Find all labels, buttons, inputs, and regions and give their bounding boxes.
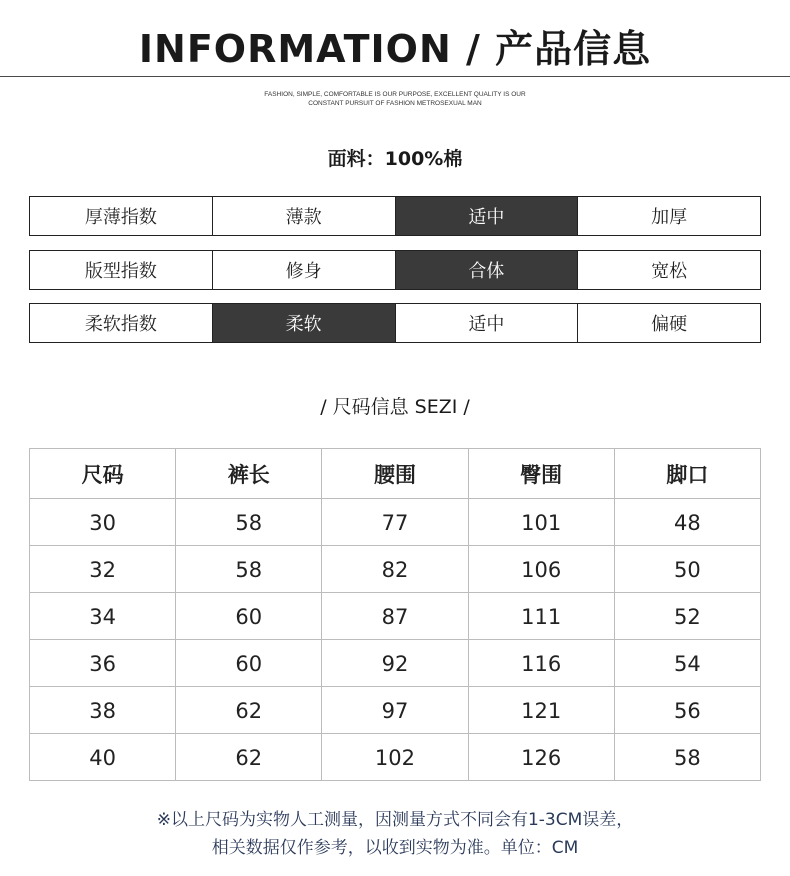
- table-cell: 60: [176, 640, 322, 687]
- table-header-row: [30, 449, 761, 499]
- table-cell: 32: [30, 546, 176, 593]
- footnote-line-1: ※以上尺码为实物人工测量，因测量方式不同会有1-3CM误差，: [156, 810, 634, 830]
- index-option-selected: 适中: [395, 196, 579, 236]
- index-option: 偏硬: [577, 303, 761, 343]
- table-cell: 58: [176, 499, 322, 546]
- index-label: 版型指数: [29, 250, 213, 290]
- index-option: 适中: [395, 303, 579, 343]
- table-cell: 56: [614, 687, 760, 734]
- table-row: [30, 499, 761, 546]
- fit-index-row: [29, 250, 761, 290]
- table-cell: 111: [468, 593, 614, 640]
- size-section-title: / 尺码信息 SEZI /: [320, 396, 470, 418]
- table-cell: 121: [468, 687, 614, 734]
- index-label: 柔软指数: [29, 303, 213, 343]
- table-cell: 116: [468, 640, 614, 687]
- table-cell: 34: [30, 593, 176, 640]
- softness-index-row: [29, 303, 761, 343]
- column-header: 腰围: [322, 449, 468, 499]
- index-option: 修身: [212, 250, 396, 290]
- header-divider: [0, 76, 790, 77]
- table-cell: 97: [322, 687, 468, 734]
- table-cell: 36: [30, 640, 176, 687]
- table-row: [30, 546, 761, 593]
- footnote-line-2: 相关数据仅作参考，以收到实物为准。单位：CM: [211, 838, 579, 858]
- index-option: 加厚: [577, 196, 761, 236]
- page-title: INFORMATION / 产品信息: [138, 27, 652, 71]
- index-label: 厚薄指数: [29, 196, 213, 236]
- tagline-line-2: CONSTANT PURSUIT OF FASHION METROSEXUAL MAN: [308, 100, 482, 107]
- table-cell: 54: [614, 640, 760, 687]
- table-cell: 48: [614, 499, 760, 546]
- table-cell: 62: [176, 734, 322, 781]
- table-cell: 58: [176, 546, 322, 593]
- tagline-line-1: FASHION, SIMPLE, COMFORTABLE IS OUR PURPOSE, EXCELLENT QUALITY IS OUR: [264, 91, 526, 98]
- table-row: [30, 734, 761, 781]
- table-cell: 82: [322, 546, 468, 593]
- table-cell: 50: [614, 546, 760, 593]
- fabric-composition: 面料：100%棉: [327, 148, 463, 170]
- index-option: 薄款: [212, 196, 396, 236]
- table-cell: 52: [614, 593, 760, 640]
- table-cell: 106: [468, 546, 614, 593]
- table-cell: 102: [322, 734, 468, 781]
- table-row: [30, 640, 761, 687]
- table-cell: 40: [30, 734, 176, 781]
- table-cell: 92: [322, 640, 468, 687]
- column-header: 尺码: [30, 449, 176, 499]
- index-option: 宽松: [577, 250, 761, 290]
- table-cell: 60: [176, 593, 322, 640]
- table-cell: 38: [30, 687, 176, 734]
- thickness-index-row: [29, 196, 761, 236]
- table-cell: 101: [468, 499, 614, 546]
- table-cell: 30: [30, 499, 176, 546]
- index-option-selected: 柔软: [212, 303, 396, 343]
- index-option-selected: 合体: [395, 250, 579, 290]
- column-header: 臀围: [468, 449, 614, 499]
- table-row: [30, 687, 761, 734]
- table-row: [30, 593, 761, 640]
- column-header: 裤长: [176, 449, 322, 499]
- table-cell: 126: [468, 734, 614, 781]
- column-header: 脚口: [614, 449, 760, 499]
- table-cell: 58: [614, 734, 760, 781]
- table-cell: 62: [176, 687, 322, 734]
- size-table: [29, 448, 761, 781]
- table-cell: 87: [322, 593, 468, 640]
- table-cell: 77: [322, 499, 468, 546]
